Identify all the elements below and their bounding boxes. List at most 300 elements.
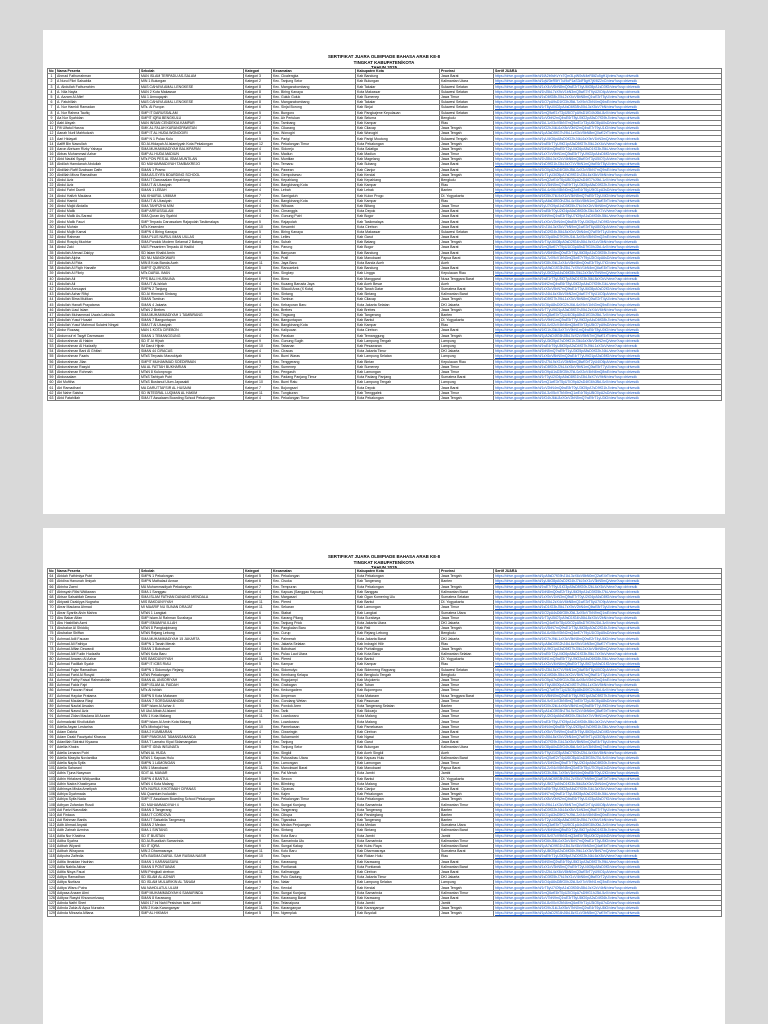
- cell-city: Kab Kendal: [356, 885, 440, 890]
- cell-school: MTsN 8 Kulonprogo: [140, 369, 244, 374]
- certificate-link[interactable]: https://drive.google.com/file/d/1pA5sD7fG9hJ1kL3zX6cV8bN0mQ2wE4rT/view?usp=drivesdk: [494, 574, 722, 579]
- cell-city: Kota Tangerang: [356, 807, 440, 812]
- cell-province: Kalimantan Utara: [440, 79, 494, 84]
- cell-district: Kec. Wonogiri: [272, 131, 356, 136]
- certificate-link[interactable]: https://drive.google.com/file/d/1hJ8kL0zX2cV4bN6mQ8wE0rT3yU5iO7pA/view?usp=drivesdk: [494, 157, 722, 162]
- certificate-link[interactable]: https://drive.google.com/file/d/1iO4pA6sD8fG0hJ2kL5zX7cV9bN1mQ3wE/view?usp=drivesdk: [494, 880, 722, 885]
- cell-city: Kab Kapuas Hulu: [356, 755, 440, 760]
- certificate-link[interactable]: https://drive.google.com/file/d/1pA8sD0fG2hJ4kL6zX9cV1bN3mQ5wE7rT/view?usp=drivesdk: [494, 641, 722, 646]
- cell-no: 22: [48, 183, 56, 188]
- cell-no: 21: [48, 177, 56, 182]
- certificate-link[interactable]: https://drive.google.com/file/d/1kL1zX3cV5bN7mQ9wE1rT3yU6iO8pA0sD/view?usp=drivesdk: [494, 120, 722, 125]
- cell-province: Jawa Barat: [440, 859, 494, 864]
- certificate-link[interactable]: https://drive.google.com/file/d/1hJ3kL5zX7cV9bN1mQ4wE6rT8yU0iO2pA/view?usp=drivesdk: [494, 667, 722, 672]
- cell-category: Kategori 6: [244, 286, 272, 291]
- certificate-link[interactable]: https://drive.google.com/file/d/1zX9cV1bN3mQ5wE7rT0yU2iO4pA6sD8fG/view?usp=drivesdk: [494, 594, 722, 599]
- certificate-link[interactable]: https://drive.google.com/file/d/1fG6hJ8kL0zX2cV4bN7mQ9wE1rT3yU5iO/view?usp=drivesdk: [494, 838, 722, 843]
- certificate-link[interactable]: https://drive.google.com/file/d/1zX8cV0bN2mQ4wE6rT9yU1iO3pA5sD7fG/view?usp=drivesdk: [494, 797, 722, 802]
- certificate-link[interactable]: https://drive.google.com/file/d/1kL6zX8cV0bN2mQ4wE7rT9yU1iO3pA5sD/view?usp=drivesdk: [494, 631, 722, 636]
- certificate-link[interactable]: https://drive.google.com/file/d/1pA3sD5fG7hJ9kL1zX3cV5bN8mQ0wE2rT/view?usp=drivesdk: [494, 131, 722, 136]
- cell-school: MTsN 4 Kota Malang: [140, 781, 244, 786]
- cell-district: Kec. Gunung Sugih: [272, 338, 356, 343]
- cell-category: Kategori 5: [244, 110, 272, 115]
- certificate-link[interactable]: https://drive.google.com/file/d/1yU3iO5pA7sD9fG1hJ3kL6zX8cV0bN2mQ/view?usp=drivesdk: [494, 338, 722, 343]
- cell-city: Kab Kulon Progo: [356, 193, 440, 198]
- cell-province: Jawa Timur: [440, 688, 494, 693]
- certificate-link[interactable]: https://drive.google.com/file/d/1hJ0kL2zX4cV6bN8mQ1wE3rT5yU7iO9pA/view?usp=drivesdk: [494, 600, 722, 605]
- certificate-link[interactable]: https://drive.google.com/file/d/1mQ3wE5rT7yU9iO1pA4sD6fG8hJ0kL2zX/view?usp=drivesdk: [494, 823, 722, 828]
- certificate-link[interactable]: https://drive.google.com/file/d/1iO1pA3sD5fG7hJ9kL2zX4cV6bN8mQ0wE/view?usp=drivesdk: [494, 812, 722, 817]
- certificate-link[interactable]: https://drive.google.com/file/d/1rT7yU9iO1pA3sD5fG7hJ0kL2zX4cV6bN/view?usp=drivesdk: [494, 307, 722, 312]
- cell-district: Kec. Ciracas: [272, 349, 356, 354]
- certificate-link[interactable]: https://drive.google.com/file/d/1kL4zX6cV8bN0mQ2wE4rT6yU9iO1pA3sD/view?usp=drivesdk: [494, 188, 722, 193]
- cell-province: DI. Yogyakarta: [440, 776, 494, 781]
- cell-province: Jawa Barat: [440, 786, 494, 791]
- certificate-link[interactable]: https://drive.google.com/file/d/1sD4fG6hJ8kL0zX2cV5bN7mQ9wE1rT3yU/view?usp=drivesdk: [494, 672, 722, 677]
- certificate-link[interactable]: https://drive.google.com/file/d/1sD9fG1hJ3kL5zX7cV9bN1mQ4wE6rT8yU/view?usp=drivesdk: [494, 162, 722, 167]
- cell-city: Kab Lampung Tengah: [356, 338, 440, 343]
- cell-city: Kab Bogor: [356, 214, 440, 219]
- cell-district: Kec. Parakan: [272, 333, 356, 338]
- cell-name: Abdullah Al Fikriy: [56, 271, 140, 276]
- cell-city: Kota Jakarta Selatan: [356, 302, 440, 307]
- certificate-link[interactable]: https://drive.google.com/file/d/1sD1fG3hJ5kL7zX9cV2bN4mQ6wE8rT0yU/view?usp=drivesdk: [494, 605, 722, 610]
- certificate-link[interactable]: https://drive.google.com/file/d/1zX4cV6bN8mQ0wE2rT4yU6iO8pA1sD3fG/view?usp=drivesdk: [494, 84, 722, 89]
- cell-city: Kota Makassar: [356, 229, 440, 234]
- cell-school: SMP AL HIKMAH: [140, 911, 244, 916]
- cell-no: 46: [48, 307, 56, 312]
- cell-district: Kec. Madiun: [272, 152, 356, 157]
- cell-name: Abinsyah Rifai Widiawan: [56, 589, 140, 594]
- cell-school: MIN 2 Dharmasraya: [140, 849, 244, 854]
- cell-school: SMP IT Assalaam Boarding School Pekalongan: [140, 797, 244, 802]
- certificate-link[interactable]: https://drive.google.com/file/d/1wE6rT8yU0iO2pA4sD7fG9hJ1kL3zX5cV/view?usp=drivesdk: [494, 786, 722, 791]
- cell-school: SMA T Lamahu Kiyai Sidamangalan: [140, 740, 244, 745]
- certificate-link[interactable]: https://drive.google.com/file/d/1bN7mQ9wE1rT3yU5iO8pA0sD2fG4hJ6kL/view?usp=drivesdk: [494, 792, 722, 797]
- cell-school: SMAN 2 Medan: [140, 823, 244, 828]
- cell-city: Kota Jambi: [356, 771, 440, 776]
- certificate-link[interactable]: https://drive.google.com/file/d/1rT9yU1iO3pA5sD7fG0hJ2kL4zX6cV8bN/view?usp=drivesdk: [494, 750, 722, 755]
- certificate-link[interactable]: https://drive.google.com/file/d/1sD0fG2hJ4kL6zX8cV1bN3mQ5wE7rT9yU/view?usp=drivesdk: [494, 807, 722, 812]
- cell-category: Kategori 10: [244, 343, 272, 348]
- certificate-link[interactable]: https://drive.google.com/file/d/1mQ0wE2rT4yU6iO8pA1sD3fG5hJ7kL9zX/view?usp=drivesdk: [494, 755, 722, 760]
- cell-province: Jawa Tengah: [440, 584, 494, 589]
- cell-category: Kategori 6: [244, 672, 272, 677]
- cell-no: 126: [49, 895, 55, 900]
- cell-province: Kalimantan Utara: [440, 745, 494, 750]
- cell-category: Kategori 2: [244, 79, 272, 84]
- cell-province: Jawa Timur: [440, 724, 494, 729]
- cell-no: 42: [48, 286, 56, 291]
- certificate-link[interactable]: https://drive.google.com/file/d/1bN0mQ2wE4rT6yU8iO1pA3sD5fG7hJ9kL/view?usp=drivesdk: [494, 859, 722, 864]
- cell-school: MA NAHDLATUL ULUM: [140, 885, 244, 890]
- certificate-link[interactable]: https://drive.google.com/file/d/1iO3pA5sD7fG9hJ1kL3zX5cV8bN0mQ2wE/view?usp=drivesdk: [494, 235, 722, 240]
- cell-name: Abdul Majid Abdalla: [56, 203, 140, 208]
- cell-name: Abdullah Bima Mulikan: [56, 297, 140, 302]
- cell-city: Kota Jakarta Utara: [356, 620, 440, 625]
- certificate-link[interactable]: https://drive.google.com/file/d/1cV2bN4mQ6wE8rT0yU3iO5pA7sD9fG1hJ/view?usp=drivesdk: [494, 385, 722, 390]
- certificate-link[interactable]: https://drive.google.com/file/d/1cV3bN5mQ7wE9rT1yU3iO5pA8sD0fG2hJ/view?usp=drivesdk: [494, 183, 722, 188]
- cell-name: Abdullah Al Fiqih Hanafie: [56, 266, 140, 271]
- cell-name: Aanah Nuril Mahfudzah: [56, 131, 140, 136]
- certificate-link[interactable]: https://drive.google.com/file/d/1yU6iO8pA0sD2fG4hJ7kL9zX1cV3bN5mQ/view?usp=drivesdk: [494, 579, 722, 584]
- cell-school: SMP IT DARUSSALAM: [140, 110, 244, 115]
- cell-district: Kec. Palmerah: [272, 636, 356, 641]
- certificate-link[interactable]: https://drive.google.com/file/d/1iO2pA4sD6fG8hJ0kL3zX5cV7bN9mQ1wE/view?usp=drivesdk: [494, 610, 722, 615]
- certificate-link[interactable]: https://drive.google.com/file/d/1kL8zX0cV2bN4mQ6wE9rT1yU3iO5pA7sD/view?usp=drivesdk: [494, 901, 722, 906]
- cell-city: Kab Bulungan: [356, 745, 440, 750]
- certificate-link[interactable]: https://drive.google.com/file/d/1wE5rT7yU9iO1pA3sD5fG7hJ0kL2zX4cV/view?usp=drivesdk: [494, 141, 722, 146]
- cell-no: 124: [49, 885, 55, 890]
- certificate-link[interactable]: https://drive.google.com/file/d/1mQ8wE0rT2yU4iO6pA8sD1fG3hJ5kL7zX/view?usp=drivesdk: [494, 312, 722, 317]
- certificate-link[interactable]: https://drive.google.com/file/d/1zX1cV3bN5mQ7wE9rT2yU4iO6pA8sD0fG/view?usp=drivesdk: [494, 864, 722, 869]
- certificate-link[interactable]: https://drive.google.com/file/d/1sD7fG9hJ1kL3zX5cV8bN0mQ2wE4rT6yU/view?usp=drivesdk: [494, 740, 722, 745]
- cell-school: MTsN Pekalongan: [140, 672, 244, 677]
- cell-no: 52: [48, 338, 56, 343]
- cell-no: 23: [48, 188, 56, 193]
- certificate-link[interactable]: https://drive.google.com/file/d/1cV6bN8mQ0wE2rT4yU6iO8pA1sD3fG5hJ/view?usp=drivesdk: [494, 250, 722, 255]
- cell-city: Kab Lebak: [356, 188, 440, 193]
- cell-city: Kab Kampar: [356, 183, 440, 188]
- certificate-link[interactable]: https://drive.google.com/file/d/1sD8fG0hJ2kL4zX6cV9bN1mQ3wE5rT7yU/view?usp=drivesdk: [494, 364, 722, 369]
- cell-province: Nusa Tenggara Barat: [440, 693, 494, 698]
- cell-province: Jawa Tengah: [440, 797, 494, 802]
- certificate-link[interactable]: https://drive.google.com/file/d/1mQ5wE7rT9yU1iO3pA5sD7fG0hJ2kL4zX/view?usp=drivesdk: [494, 245, 722, 250]
- cell-no: 65: [48, 579, 56, 584]
- certificate-link[interactable]: https://drive.google.com/file/d/1pA6sD8fG0hJ2kL4zX6cV8bN1mQ3wE5rT/view?usp=drivesdk: [494, 198, 722, 203]
- certificate-link[interactable]: https://drive.google.com/file/d/1yU2iO4pA6sD8fG0hJ3kL5zX7cV9bN1mQ/view?usp=drivesdk: [494, 714, 722, 719]
- certificate-link[interactable]: https://drive.google.com/file/d/1fG4hJ6kL8zX0cV2bN5mQ7wE9rT1yU3iO/view?usp=drivesdk: [494, 395, 722, 400]
- certificate-link[interactable]: https://drive.google.com/file/d/1zX5cV7bN9mQ1wE3rT6yU8iO0pA2sD4fG/view?usp=drivesdk: [494, 729, 722, 734]
- certificate-link[interactable]: https://drive.google.com/file/d/1fG5hJ7kL9zX1cV3bN5mQ7wE0rT2yU4iO/view?usp=drivesdk: [494, 193, 722, 198]
- certificate-link[interactable]: https://drive.google.com/file/d/1cV9bN1mQ3wE5rT7yU9iO2pA4sD6fG8hJ/view?usp=drivesdk: [494, 318, 722, 323]
- cell-school: SMP Islam Al Rahman Surabaya: [140, 615, 244, 620]
- certificate-link[interactable]: https://drive.google.com/file/d/1pA4sD6fG8hJ0kL2zX5cV7bN9mQ1wE3rT/view?usp=drivesdk: [494, 776, 722, 781]
- cell-no: 105: [49, 786, 55, 791]
- cell-city: Kab Sanggau: [356, 589, 440, 594]
- cell-name: A. Abdullah Fathurrahim: [56, 84, 140, 89]
- certificate-link[interactable]: https://drive.google.com/file/d/1fG9hJ1kL3zX5cV7bN0mQ2wE4rT6yU8iO/view?usp=drivesdk: [494, 906, 722, 911]
- cell-category: Kategori 10: [244, 724, 272, 729]
- certificate-link[interactable]: https://drive.google.com/file/d/1fG3hJ5kL7zX9cV1bN4mQ6wE8rT0yU2iO/view?usp=drivesdk: [494, 771, 722, 776]
- cell-category: Kategori 4: [244, 740, 272, 745]
- cell-school: MTs NURUL KHOTIMAH CIPANAS: [140, 786, 244, 791]
- cell-name: Adelia Lenaran Putri: [56, 750, 140, 755]
- cell-school: SMA IT Darussalam Kepahiang: [140, 177, 244, 182]
- cell-district: Kec. Parung: [272, 245, 356, 250]
- cell-no: 9: [48, 115, 56, 120]
- certificate-link[interactable]: https://drive.google.com/file/d/1cV7bN9mQ1wE3rT5yU8iO0pA2sD4fG6hJ/view?usp=drivesdk: [494, 895, 722, 900]
- cell-city: Kab Pamekasan: [356, 724, 440, 729]
- cell-city: Kab Kubu Raya: [356, 843, 440, 848]
- cell-no: 123: [49, 880, 55, 885]
- certificate-link[interactable]: https://drive.google.com/file/d/1fG0hJ2kL4zX6cV8bN1mQ3wE5rT7yU9iO/view?usp=drivesdk: [494, 703, 722, 708]
- cell-school: SMAN 4 Jakarta: [140, 302, 244, 307]
- cell-name: Abdullah Ali: [56, 281, 140, 286]
- certificate-link[interactable]: https://drive.google.com/file/d/1bN8mQ0wE2rT4yU6iO9pA1sD3fG5hJ7kL/view?usp=drivesdk: [494, 589, 722, 594]
- certificate-link[interactable]: https://drive.google.com/file/d/1zX3cV5bN7mQ9wE1rT3yU6iO8pA0sD2fG/view?usp=drivesdk: [494, 286, 722, 291]
- certificate-link[interactable]: https://drive.google.com/file/d/1iO8pA0sD2fG4hJ6kL9zX1cV3bN5mQ7wE/view?usp=drivesdk: [494, 745, 722, 750]
- certificate-link[interactable]: https://drive.google.com/file/d/1iO9pA1sD3fG5hJ7kL0zX2cV4bN6mQ8wE/view?usp=drivesdk: [494, 369, 722, 374]
- certificate-link[interactable]: https://drive.google.com/file/d/1zX0cV2bN4mQ6wE8rT0yU3iO5pA7sD9fG/view?usp=drivesdk: [494, 219, 722, 224]
- cell-district: Kec. Medan Perjuangan: [272, 823, 356, 828]
- cell-category: Kategori 7: [244, 885, 272, 890]
- cell-no: 35: [48, 250, 56, 255]
- header-city: Kabupaten Kota: [356, 569, 440, 574]
- cell-category: Kategori 5: [244, 662, 272, 667]
- certificate-link[interactable]: https://drive.google.com/file/d/1pA1sD3fG5hJ7kL9zX2cV4bN6mQ8wE0rT/view?usp=drivesdk: [494, 709, 722, 714]
- certificate-link[interactable]: https://drive.google.com/file/d/1wE7rT9yU1iO3pA5sD8fG0hJ2kL4zX6cV/view?usp=drivesdk: [494, 584, 722, 589]
- cell-city: Kab Indragiri Hilir: [356, 641, 440, 646]
- certificate-link[interactable]: https://drive.google.com/file/d/1qW3eR5tY7uI9oP1aS3dF5gH7jK9lZ2xC/view?usp=drivesdk: [494, 79, 722, 84]
- cell-school: SMAN Tambun: [140, 297, 244, 302]
- certificate-link[interactable]: https://drive.google.com/file/d/1cV4bN6mQ8wE0rT2yU5iO7pA9sD1fG3hJ/view?usp=drivesdk: [494, 828, 722, 833]
- certificate-link[interactable]: https://drive.google.com/file/d/1kL5zX7cV9bN1mQ3wE6rT8yU0iO2pA4sD/view?usp=drivesdk: [494, 833, 722, 838]
- cell-district: Kec. Sumenep: [272, 364, 356, 369]
- certificate-link[interactable]: https://drive.google.com/file/d/1hJ9kL1zX3cV5bN7mQ0wE2rT4yU6iO8pA/view?usp=drivesdk: [494, 802, 722, 807]
- cell-province: Jawa Barat: [440, 869, 494, 874]
- cell-name: Aaron Abrisam Rizky Yahaya: [56, 146, 140, 151]
- cell-school: SD IT Al Hijrah: [140, 338, 244, 343]
- cell-city: Kab Sidenreng Rappang: [356, 667, 440, 672]
- cell-city: Kab Brebes: [356, 307, 440, 312]
- cell-school: MAN 17 Ini Nahl Pesisiran Iwan Jambi: [140, 901, 244, 906]
- cell-district: Kec. Cikarang: [272, 126, 356, 131]
- cell-province: Jawa Tengah: [440, 906, 494, 911]
- cell-name: Achmad Farid Al Rosyid: [56, 672, 140, 677]
- cell-category: Kategori 7: [244, 193, 272, 198]
- certificate-link[interactable]: https://drive.google.com/file/d/1rT6yU8iO0pA2sD4fG7hJ9kL1zX3cV5bN/view?usp=drivesdk: [494, 683, 722, 688]
- cell-city: Kota Pekalongan: [356, 584, 440, 589]
- certificate-link[interactable]: https://drive.google.com/file/d/1yU8iO0pA2sD4fG6hJ9kL1zX3cV5bN7mQ/view?usp=drivesdk: [494, 849, 722, 854]
- certificate-link[interactable]: https://drive.google.com/file/d/1hJ2kL4zX6cV8bN0mQ3wE5rT7yU9iO1pA/view?usp=drivesdk: [494, 869, 722, 874]
- certificate-link[interactable]: https://drive.google.com/file/d/1cV0bN2mQ4wE6rT8yU0iO2pA5sD7fG9hJ/view?usp=drivesdk: [494, 115, 722, 120]
- cell-district: Kec. Rajapolah: [272, 219, 356, 224]
- certificate-link[interactable]: https://drive.google.com/file/d/1cV8bN0mQ2wE4rT6yU9iO1pA3sD5fG7hJ/view?usp=drivesdk: [494, 693, 722, 698]
- certificate-link[interactable]: https://drive.google.com/file/d/1fG1hJ3kL5zX7cV9bN1mQ4wE6rT8yU0iO/view?usp=drivesdk: [494, 328, 722, 333]
- certificate-link[interactable]: https://drive.google.com/file/d/1hJ5kL7zX9cV1bN3mQ5wE7rT9yU2iO4pA/view?usp=drivesdk: [494, 89, 722, 94]
- certificate-link[interactable]: https://drive.google.com/file/d/1yU0iO2pA4sD6fG8hJ0kL2zX5cV7bN9mQ/view?usp=drivesdk: [494, 271, 722, 276]
- certificate-link[interactable]: https://drive.google.com/file/d/1bN2mQ4wE6rT8yU0iO2pA4sD7fG9hJ1kL/view?usp=drivesdk: [494, 281, 722, 286]
- certificate-link[interactable]: https://drive.google.com/file/d/1sD6fG8hJ0kL2zX4cV6bN8mQ1wE3rT5yU/view?usp=drivesdk: [494, 94, 722, 99]
- cell-category: Kategori 9: [244, 843, 272, 848]
- cell-province: Sumatera Barat: [440, 286, 494, 291]
- cell-no: 108: [49, 802, 55, 807]
- cell-category: Kategori 11: [244, 605, 272, 610]
- cell-school: SD Al Himmah Sintang: [140, 292, 244, 297]
- cell-city: Kota Jambi: [356, 833, 440, 838]
- certificate-link[interactable]: https://drive.google.com/file/d/1cV1bN3mQ5wE7rT9yU2iO4pA6sD8fG0hJ/view?usp=drivesdk: [494, 760, 722, 765]
- cell-name: Abdurrahman Al Hakim: [56, 338, 140, 343]
- certificate-link[interactable]: https://drive.google.com/file/d/1wE3rT5yU7iO9pA1sD4fG6hJ8kL0zX2cV/view?usp=drivesdk: [494, 719, 722, 724]
- cell-no: 54: [48, 349, 56, 354]
- certificate-link[interactable]: https://drive.google.com/file/d/1kL7zX9cV1bN3mQ5wE7rT9yU2iO4pA6sD/view?usp=drivesdk: [494, 255, 722, 260]
- certificate-link[interactable]: https://drive.google.com/file/d/1yU9iO1pA3sD5fG7hJ0kL2zX4cV6bN8mQ/view?usp=drivesdk: [494, 646, 722, 651]
- cell-province: Jawa Tengah: [440, 792, 494, 797]
- cell-category: Kategori 4: [244, 698, 272, 703]
- certificate-link[interactable]: https://drive.google.com/file/d/1zX2cV4bN6mQ8wE0rT3yU5iO7pA9sD1fG/view?usp=drivesdk: [494, 662, 722, 667]
- certificate-link[interactable]: https://drive.google.com/file/d/1bN9mQ1wE3rT5yU7iO9pA1sD4fG6hJ8kL/view?usp=drivesdk: [494, 214, 722, 219]
- cell-no: 13: [48, 136, 56, 141]
- cell-school: MTs Al Ishlah: [140, 688, 244, 693]
- cell-no: 15: [48, 146, 56, 151]
- cell-name: Abdullah Muhammad Uwais Lathiulla: [56, 312, 140, 317]
- cell-province: Jawa Timur: [440, 615, 494, 620]
- certificate-link[interactable]: https://drive.google.com/file/d/1zX7cV9bN1mQ3wE5rT7yU9iO2pA4sD6fG/view?usp=drivesdk: [494, 152, 722, 157]
- certificate-link[interactable]: https://drive.google.com/file/d/1bN4mQ6wE8rT0yU2iO5pA7sD9fG1hJ3kL/view?usp=drivesdk: [494, 724, 722, 729]
- cell-no: 113: [49, 828, 55, 833]
- cell-category: Kategori 4: [244, 318, 272, 323]
- cell-province: Jambi: [440, 833, 494, 838]
- cell-name: Abdussalam: [56, 375, 140, 380]
- cell-category: Kategori 4: [244, 729, 272, 734]
- certificate-link[interactable]: https://drive.google.com/file/d/1bN6mQ8wE0rT2yU4iO6pA8sD1fG3hJ5kL/view?usp=drivesdk: [494, 146, 722, 151]
- certificate-link[interactable]: https://drive.google.com/file/d/1rT2yU4iO6pA8sD0fG3hJ5kL7zX9cV1bN/view?usp=drivesdk: [494, 818, 722, 823]
- cell-city: Kab Bandung: [356, 250, 440, 255]
- cell-district: Kec. Tanjung: [272, 740, 356, 745]
- certificate-link[interactable]: https://drive.google.com/file/d/1mQ7wE9rT1yU3iO5pA8sD0fG2hJ4kL6zX/view?usp=drivesdk: [494, 688, 722, 693]
- certificate-link[interactable]: https://drive.google.com/file/d/1iO6pA8sD0fG2hJ4kL6zX9cV1bN3mQ5wE/view?usp=drivesdk: [494, 302, 722, 307]
- cell-province: Kalimantan Barat: [440, 843, 494, 848]
- cell-province: Kepulauan Riau: [440, 359, 494, 364]
- cell-name: Achmadzaki Kholiulullah: [56, 719, 140, 724]
- certificate-link[interactable]: https://drive.google.com/file/d/1wE0rT2yU4iO6pA8sD1fG3hJ5kL7zX9cV/view?usp=drivesdk: [494, 652, 722, 657]
- certificate-link[interactable]: https://drive.google.com/file/d/1kL3zX5cV7bN9mQ1wE4rT6yU8iO0pA2sD/view?usp=drivesdk: [494, 390, 722, 395]
- certificate-link[interactable]: https://drive.google.com/file/d/1sD3fG5hJ7kL9zX1cV4bN6mQ8wE0rT2yU/view?usp=drivesdk: [494, 875, 722, 880]
- certificate-link[interactable]: https://drive.google.com/file/d/1pA7sD9fG1hJ3kL5zX8cV0bN2mQ4wE6rT/view?usp=drivesdk: [494, 843, 722, 848]
- cell-category: Kategori 4: [244, 235, 272, 240]
- cell-no: 111: [49, 818, 55, 823]
- cell-category: Kategori 5: [244, 797, 272, 802]
- certificate-link[interactable]: https://drive.google.com/file/d/1pA0sD2fG4hJ6kL8zX1cV3bN5mQ7wE9rT/view?usp=drivesdk: [494, 911, 722, 916]
- certificate-link[interactable]: https://drive.google.com/file/d/1hJ7kL9zX1cV3bN5mQ8wE0rT2yU4iO6pA/view?usp=drivesdk: [494, 359, 722, 364]
- cell-name: Fifi Ulfatul Hasna: [56, 126, 140, 131]
- cell-city: Kab Bengkulu Tengah: [356, 672, 440, 677]
- cell-name: Achmad Zidan Maulana Ali Azzam: [56, 714, 140, 719]
- cell-school: SD ISLAM MULARIKIN AL TANAM: [140, 880, 244, 885]
- cell-city: Kab Langkat: [356, 610, 440, 615]
- cell-no: 5: [48, 94, 56, 99]
- certificate-link[interactable]: https://drive.google.com/file/d/1kL9zX1cV3bN5mQ7wE0rT2yU4iO6pA8sD/view?usp=drivesdk: [494, 698, 722, 703]
- certificate-link[interactable]: https://drive.google.com/file/d/1fG2hJ4kL6zX8cV0bN2mQ4wE7rT9yU1iO/view?usp=drivesdk: [494, 126, 722, 131]
- cell-category: Kategori 4: [244, 636, 272, 641]
- cell-school: SMA MUHAMMADIYAH BALIKPAPAN: [140, 146, 244, 151]
- certificate-link[interactable]: https://drive.google.com/file/d/1yU5iO7pA9sD1fG3hJ6kL8zX0cV2bN4mQ/view?usp=drivesdk: [494, 781, 722, 786]
- cell-category: Kategori 6: [244, 354, 272, 359]
- cell-no: 3: [48, 84, 56, 89]
- cell-province: DI. Yogyakarta: [440, 657, 494, 662]
- cell-school: SD INTEGRAL LUQMAN AL HAKIM: [140, 390, 244, 395]
- certificate-link[interactable]: https://drive.google.com/file/d/1fG7hJ9kL1zX3cV5bN8mQ0wE2rT4yU6iO/view?usp=drivesdk: [494, 636, 722, 641]
- cell-school: SMA ISLAM FATHAN DANANG MENDALA: [140, 594, 244, 599]
- cell-category: Kategori 9: [244, 833, 272, 838]
- cell-no: 120: [49, 864, 55, 869]
- cell-no: 37: [48, 260, 56, 265]
- certificate-link[interactable]: https://drive.google.com/file/d/1pA9sD1fG3hJ5kL7zX9cV1bN4mQ6wE8rT/view?usp=drivesdk: [494, 266, 722, 271]
- certificate-link[interactable]: https://drive.google.com/file/d/1bN1mQ3wE5rT7yU9iO2pA4sD6fG8hJ0kL/view?usp=drivesdk: [494, 657, 722, 662]
- cell-district: Kec. Bungoro: [272, 110, 356, 115]
- cell-no: 129: [49, 911, 55, 916]
- cell-school: SMA Pondok Modern Selamat 2 Batang: [140, 240, 244, 245]
- cell-city: Kab Tangerang: [356, 312, 440, 317]
- certificate-link[interactable]: https://drive.google.com/file/d/1hJ6kL8zX0cV2bN4mQ7wE9rT1yU3iO5pA/view?usp=drivesdk: [494, 735, 722, 740]
- cell-no: 31: [48, 229, 56, 234]
- cell-district: Kec. Bima: [272, 276, 356, 281]
- cell-name: Adiba Syahra: [56, 838, 140, 843]
- certificate-link[interactable]: https://drive.google.com/file/d/1kL0zX2cV4bN6mQ8wE0rT3yU5iO7pA9sD/view?usp=drivesdk: [494, 323, 722, 328]
- cell-district: Kec. Kuaang Barusta Jaya: [272, 281, 356, 286]
- certificate-link[interactable]: https://drive.google.com/file/d/1rT4yU6iO8pA0sD2fG4hJ6kL9zX1cV3bN/view?usp=drivesdk: [494, 240, 722, 245]
- certificate-link[interactable]: https://drive.google.com/file/d/1wE8rT0yU2iO4pA6sD8fG0hJ3kL5zX7cV/view?usp=drivesdk: [494, 209, 722, 214]
- certificate-link[interactable]: https://drive.google.com/file/d/1zX6cV8bN0mQ2wE4rT7yU9iO1pA3sD5fG/view?usp=drivesdk: [494, 354, 722, 359]
- cell-district: Kec. Mangarabombang: [272, 84, 356, 89]
- certificate-link[interactable]: https://drive.google.com/file/d/1kL2zX4cV6bN8mQ0wE3rT5yU7iO9pA1sD/view?usp=drivesdk: [494, 766, 722, 771]
- certificate-link[interactable]: https://drive.google.com/file/d/1sD2fG4hJ6kL8zX0cV2bN4mQ7wE9rT1yU/view?usp=drivesdk: [494, 229, 722, 234]
- certificate-link[interactable]: https://drive.google.com/file/d/1bN5mQ7wE9rT1yU3iO5pA8sD0fG2hJ4kL/view?usp=drivesdk: [494, 349, 722, 354]
- certificate-link[interactable]: https://drive.google.com/file/d/1yU7iO9pA1sD3fG5hJ7kL9zX2cV4bN6mQ/view?usp=drivesdk: [494, 203, 722, 208]
- certificate-link[interactable]: https://drive.google.com/file/d/1fG8hJ0kL2zX4cV6bN8mQ0wE3rT5yU7iO/view?usp=drivesdk: [494, 260, 722, 265]
- certificate-link[interactable]: https://drive.google.com/file/d/1hJ4kL6zX8cV0bN2mQ4wE7rT9yU1iO3pA/view?usp=drivesdk: [494, 292, 722, 297]
- certificate-link[interactable]: https://drive.google.com/file/d/1rT3yU5iO7pA9sD1fG4hJ6kL8zX0cV2bN/view?usp=drivesdk: [494, 615, 722, 620]
- certificate-link[interactable]: https://drive.google.com/file/d/1mQ9wE1rT3yU5iO7pA9sD1fG4hJ6kL8zX/view?usp=drivesdk: [494, 110, 722, 115]
- certificate-link[interactable]: https://drive.google.com/file/d/1rT8yU0iO2pA4sD6fG8hJ0kL3zX5cV7bN/view?usp=drivesdk: [494, 105, 722, 110]
- cell-district: Kec. Kepahiang: [272, 177, 356, 182]
- cell-category: Kategori 3: [244, 120, 272, 125]
- certificate-link[interactable]: https://drive.google.com/file/d/1mQ2wE4rT6yU8iO0pA2sD4fG7hJ9kL1zX/view?usp=drivesdk: [494, 177, 722, 182]
- cell-name: A. Nur Hamidi Ramadan: [56, 105, 140, 110]
- certificate-link[interactable]: https://drive.google.com/file/d/1wE4rT6yU8iO0pA2sD4fG7hJ9kL1zX3cV/view?usp=drivesdk: [494, 343, 722, 348]
- certificate-link[interactable]: https://drive.google.com/file/d/1wE1rT3yU5iO7pA9sD1fG3hJ6kL8zX0cV/view?usp=drivesdk: [494, 276, 722, 281]
- cell-category: Kategori 6: [244, 369, 272, 374]
- certificate-link[interactable]: https://drive.google.com/file/d/1mQ4wE6rT8yU0iO2pA5sD7fG9hJ1kL3zX/view?usp=drivesdk: [494, 620, 722, 625]
- certificate-link[interactable]: https://drive.google.com/file/d/1rT0yU2iO4pA6sD8fG1hJ3kL5zX7cV9bN/view?usp=drivesdk: [494, 375, 722, 380]
- certificate-link[interactable]: https://drive.google.com/file/d/1mQ1wE3rT5yU7iO9pA2sD4fG6hJ8kL0zX/view?usp=drivesdk: [494, 380, 722, 385]
- certificate-link[interactable]: https://drive.google.com/file/d/1cV5bN7mQ9wE1rT3yU6iO8pA0sD2fG4hJ/view?usp=drivesdk: [494, 626, 722, 631]
- cell-no: 8: [48, 110, 56, 115]
- certificate-link[interactable]: https://drive.google.com/file/d/1wE9rT1yU3iO5pA7sD0fG2hJ4kL6zX8cV/view?usp=drivesdk: [494, 854, 722, 859]
- certificate-link[interactable]: https://drive.google.com/file/d/1yU4iO6pA8sD0fG2hJ4kL6zX9cV1bN3mQ/view?usp=drivesdk: [494, 136, 722, 141]
- cell-city: Kab Cianjur: [356, 786, 440, 791]
- cell-category: Kategori 9: [244, 250, 272, 255]
- cell-no: 51: [48, 333, 56, 338]
- cell-district: Kec. Ampenan: [272, 693, 356, 698]
- certificate-link[interactable]: https://drive.google.com/file/d/1iO7pA9sD1fG3hJ5kL7zX9cV2bN4mQ6wE/view?usp=drivesdk: [494, 100, 722, 105]
- cell-province: Riau: [440, 662, 494, 667]
- certificate-link[interactable]: https://drive.google.com/file/d/1sD5fG7hJ9kL1zX3cV5bN8mQ0wE2rT4yU/view?usp=drivesdk: [494, 297, 722, 302]
- cell-no: 53: [48, 343, 56, 348]
- cell-province: Riau: [440, 120, 494, 125]
- cell-school: SMA 1 SINTANG: [140, 828, 244, 833]
- cell-district: Kec. Pulo Gadung: [272, 875, 356, 880]
- certificate-link[interactable]: https://drive.google.com/file/d/1iO5pA7sD9fG1hJ3kL6zX8cV0bN2mQ4wE/view?usp=drivesdk: [494, 677, 722, 682]
- cell-no: 63: [48, 395, 56, 400]
- cell-name: Adam Dzaki Fauziyatul Khasna: [56, 735, 140, 740]
- certificate-link[interactable]: https://drive.google.com/file/d/1pA2sD4fG6hJ8kL0zX2cV5bN7mQ9wE1rT/view?usp=drivesdk: [494, 333, 722, 338]
- certificate-link[interactable]: https://drive.google.com/file/d/1mQ6wE8rT0yU2iO4pA7sD9fG1hJ3kL5zX/view?usp=drivesdk: [494, 890, 722, 895]
- certificate-link[interactable]: https://drive.google.com/file/d/1rT5yU7iO9pA1sD3fG6hJ8kL0zX2cV4bN/view?usp=drivesdk: [494, 885, 722, 890]
- cell-district: Kec. Lebah: [272, 188, 356, 193]
- certificate-link[interactable]: https://drive.google.com/file/d/1rT1yU3iO5pA7sD9fG1hJ3kL6zX8cV0bN/view?usp=drivesdk: [494, 172, 722, 177]
- cell-no: 94: [48, 729, 56, 734]
- cell-name: A. Nur Rahma Taufiq: [56, 110, 140, 115]
- certificate-link[interactable]: https://drive.google.com/file/d/1hJ1kL3zX5cV7bN9mQ1wE3rT6yU8iO0pA/view?usp=drivesdk: [494, 224, 722, 229]
- cell-no: 89: [48, 703, 56, 708]
- cell-category: Kategori 5: [244, 219, 272, 224]
- cell-school: SMA Quran Ary Syahid: [140, 214, 244, 219]
- certificate-link[interactable]: https://drive.google.com/file/d/1fA2b9cKvYx7Qm3LpW0sN4eR8tZu5gH1j/view?usp=drivesdk: [494, 74, 722, 79]
- certificate-link[interactable]: https://drive.google.com/file/d/1iO0pA2sD4fG6hJ8kL0zX2cV5bN7mQ9wE/view?usp=drivesdk: [494, 167, 722, 172]
- cell-city: Kab Bantul: [356, 776, 440, 781]
